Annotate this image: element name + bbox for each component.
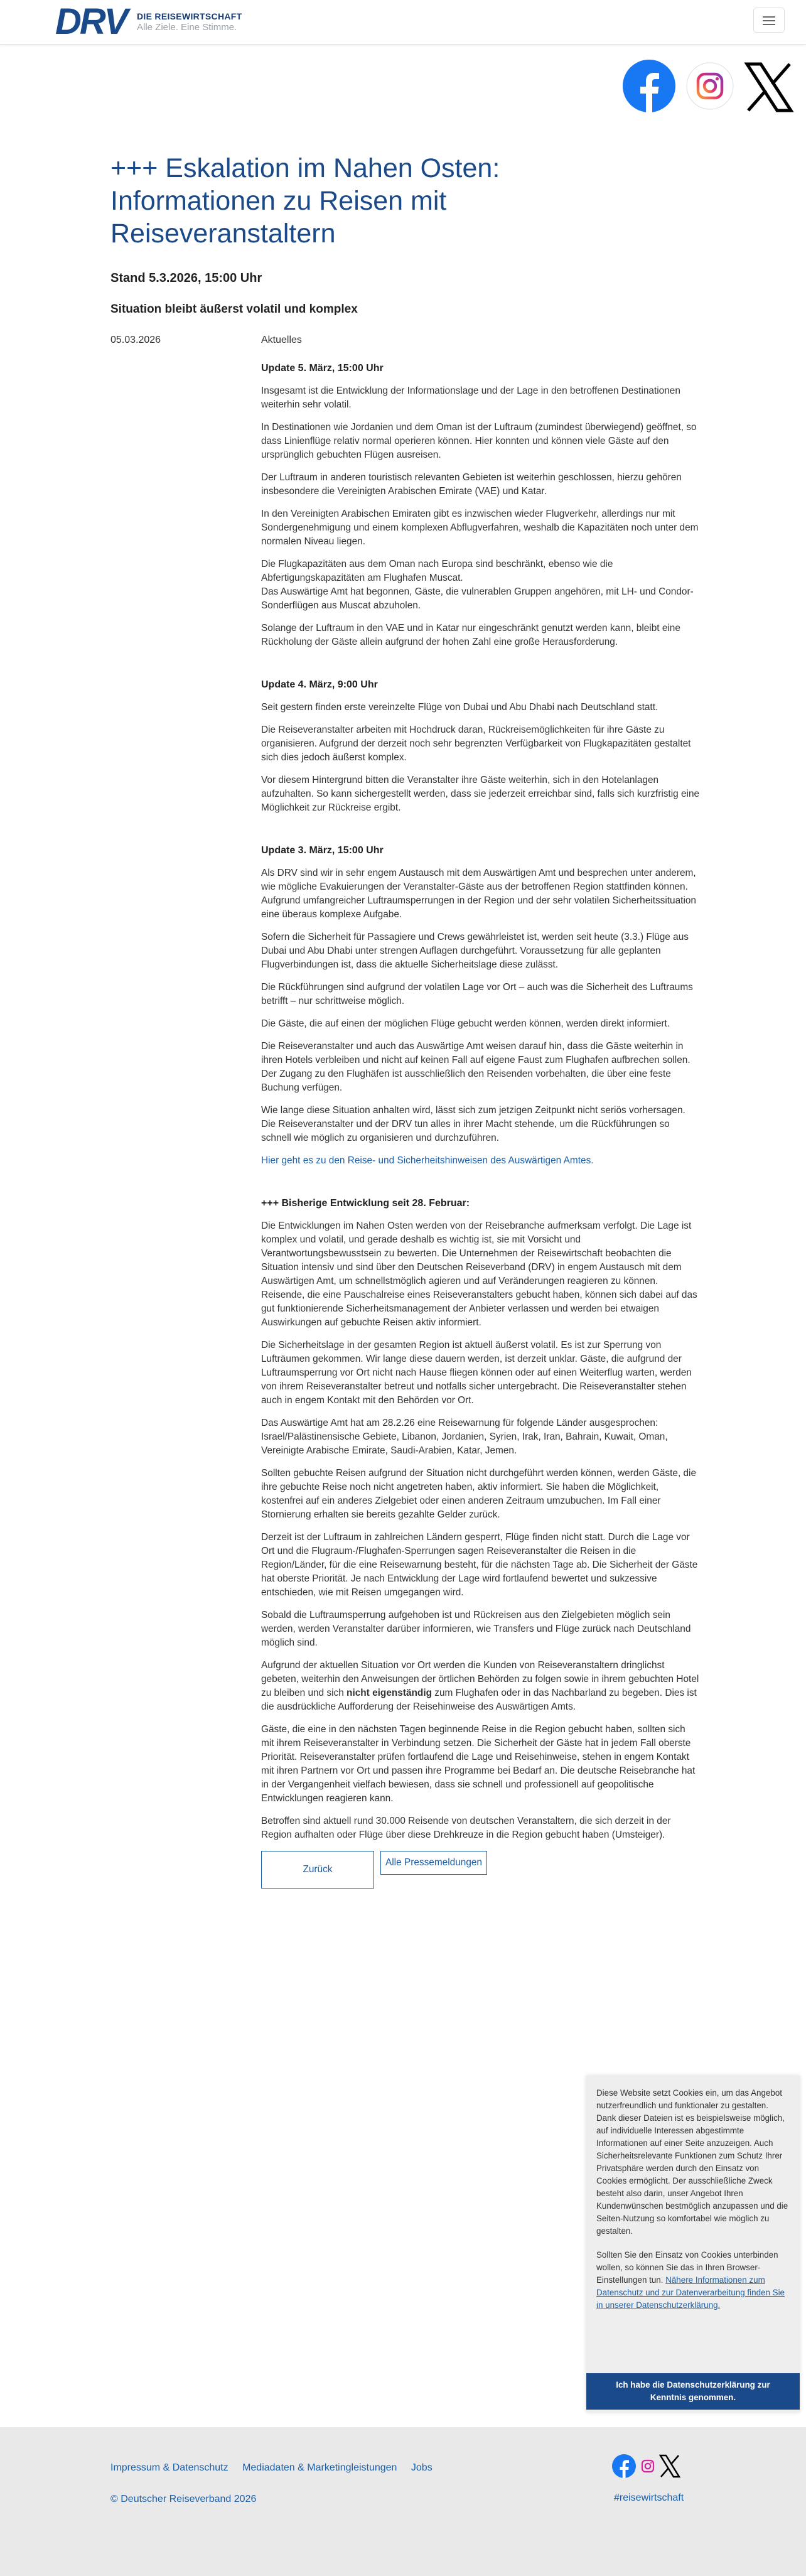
back-button[interactable]: Zurück [261, 1851, 374, 1889]
paragraph-text: Aufgrund der aktuellen Situation vor Ort werden die Kunden von Reiseveranstaltern dringlichst gebeten, weiterhin den Anweisungen der örtlichen Behörden zu folgen sowie in ihrem gebuchten Hotel zu bleiben und sich [261, 1660, 699, 1698]
x-link[interactable] [743, 62, 795, 116]
article-body [261, 362, 701, 1889]
site-header [0, 0, 806, 45]
paragraph: Betroffen sind aktuell rund 30.000 Reisende von deutschen Veranstaltern, die sich derzeit in der Region aufhalten oder Flüge über diese Drehkreuze in die Region gebucht haben (Umsteiger). [261, 1816, 671, 1840]
paragraph: Derzeit ist der Luftraum in zahlreichen Ländern gesperrt, Flüge finden nicht statt. Durch die Lage vor Ort und die Flugraum-/Flughafen-Sperrungen sagen Reiseveranstalter die Reisen in die Region/Länder, für die eine Reisewarnung besteht, für die nächsten Tage ab. Die Sicherheit der Gäste hat oberste Priorität. Je nach Entwicklung der Lage wird fortlaufend bewertet und sukzessive entschieden, wie mit Reisen umgegangen wird. [261, 1532, 698, 1598]
category-label: Aktuelles [261, 335, 302, 345]
page-title: +++ Eskalation im Nahen Osten: Informationen zu Reisen mit Reiseveranstaltern [110, 153, 500, 249]
site-footer [0, 2427, 806, 2576]
paragraph: Die Reiseveranstalter und auch das Auswärtige Amt weisen darauf hin, dass die Gäste weiterhin in ihren Hotels verbleiben und nicht auf keinen Fall auf eigene Faust zum Flughafen aufbrechen sollen. Der Zugang zu den Flughäfen ist ausschließlich den Reisenden vorbehalten, die über eine feste Buchung verfügen. [261, 1041, 690, 1093]
all-press-releases-button[interactable]: Alle Pressemeldungen [380, 1851, 487, 1875]
paragraph: Insgesamt ist die Entwicklung der Informationslage und der Lage in den betroffenen Destinationen weiterhin sehr volatil. [261, 385, 680, 410]
article-subtitle: Situation bleibt äußerst volatil und komplex [110, 303, 358, 316]
section-heading: +++ Bisherige Entwicklung seit 28. Februar: [261, 1198, 470, 1209]
paragraph: Die Entwicklungen im Nahen Osten werden von der Reisebranche aufmerksam verfolgt. Die Lage ist komplex und volatil, und gerade deshalb es wichtig ist, sie mit Vorsicht und Verantwortungsbewusstsein zu bewerten. Die Unternehmen der Reisewirtschaft beobachten die Situation intensiv und sind über den Deutschen Reiseverband (DRV) in engem Austausch mit dem Auswärtigen Amt, um schnellstmöglich agieren und auf Veränderungen reagieren zu können. Reisende, die eine Pauschalreise eines Reiseveranstalters gebucht haben, können sich dabei auf das gut funktionierende Sicherheitsmanagement der Anbieter verlassen und werden bei etwaigen Auswirkungen auf gebuchte Reisen aktiv informiert. [261, 1221, 697, 1328]
instagram-link[interactable] [685, 62, 734, 114]
emphasis-text: nicht eigenständig [347, 1688, 433, 1698]
paragraph [261, 1659, 701, 1714]
paragraph: Das Auswärtige Amt hat am 28.2.26 eine Reisewarnung für folgende Länder ausgesprochen: Israel/Palästinensische Gebiete, Libanon, Jordanien, Syrien, Irak, Iran, Bahrain, Kuwait, Oman, Vereinigte Arabische Emirate, Saudi-Arabien, Katar, Jemen. [261, 1418, 668, 1456]
paragraph: Die Gäste, die auf einen der möglichen Flüge gebucht werden können, werden direkt informiert. [261, 1018, 670, 1029]
privacy-policy-link[interactable]: Nähere Informationen zum Datenschutz und zur Datenverarbeitung finden Sie in unserer Datenschutzerklärung. [596, 2275, 785, 2310]
logo-title: DIE REISEWIRTSCHAFT [137, 11, 242, 21]
cookie-text [586, 2076, 800, 2312]
paragraph: Wie lange diese Situation anhalten wird, lässt sich zum jetzigen Zeitpunkt nicht seriös vorhersagen. Die Reiseveranstalter und der DRV tun alles in ihrer Macht stehende, um die Rückführungen so schnell wie möglich zu organisieren und durchzuführen. [261, 1105, 685, 1143]
paragraph-text: zum Flughafen oder in das Nachbarland zu begeben. Dies ist die ausdrückliche Aufforderung der Reisehinweise des Auswärtigen Amts. [261, 1688, 697, 1712]
footer-link-mediadaten[interactable]: Mediadaten & Marketingleistungen [242, 2462, 397, 2473]
accept-cookies-button[interactable]: Ich habe die Datenschutzerklärung zur Kenntnis genommen. [586, 2373, 800, 2410]
section-heading: Update 3. März, 15:00 Uhr [261, 845, 384, 856]
paragraph: Die Sicherheitslage in der gesamten Region ist aktuell äußerst volatil. Es ist zur Sperrung von Lufträumen gekommen. Wir lange diese dauern werden, ist derzeit unklar. Gäste, die aufgrund der Luftraumsperrung vor Ort nicht nach Hause fliegen können oder auf einen Weiterflug warten, werden von ihrem Reiseveranstalter betreut und notfalls sicher untergebracht. Die Reiseveranstalter stehen auch in engem Kontakt mit den Behörden vor Ort. [261, 1340, 692, 1406]
instagram-icon [685, 62, 734, 110]
paragraph: Gäste, die eine in den nächsten Tagen beginnende Reise in die Region gebucht haben, sollten sich mit ihrem Reiseveranstalter in Verbindung setzen. Die Sicherheit der Gäste hat in jedem Fall oberste Priorität. Reiseveranstalter prüfen fortlaufend die Lage und Reisehinweise, stehen in engem Kontakt mit ihren Partnern vor Ort und passen ihre Programme bei Bedarf an. Die deutsche Reisebranche hat in der Vergangenheit vielfach bewiesen, dass sie schnell und professionell auf geopolitische Entwicklungen reagieren kann. [261, 1724, 696, 1804]
paragraph: Solange der Luftraum in den VAE und in Katar nur eingeschränkt genutzt werden kann, bleibt eine Rückholung der Gäste allein aufgrund der hohen Zahl eine große Herausforderung. [261, 623, 680, 647]
menu-button[interactable] [753, 8, 785, 33]
facebook-link[interactable] [623, 60, 675, 116]
button-row [261, 1851, 701, 1889]
cookie-paragraph: Diese Website setzt Cookies ein, um das Angebot nutzerfreundlich und funktionaler zu gestalten. Dank dieser Dateien ist es beispielsweise möglich, auf individuelle Interessen abgestimmte Informationen auf einer Seite anzuzeigen. Auch Sicherheitsrelevante Funktionen zum Schutz Ihrer Privatsphäre werden durch den Einsatz von Cookies ermöglicht. Der ausschließliche Zweck besteht also darin, unser Angebot Ihren Kundenwünschen bestmöglich anzupassen und die Seiten-Nutzung so komfortabel wie möglich zu gestalten. [596, 2088, 788, 2236]
logo-text [137, 11, 242, 34]
footer-links [110, 2462, 444, 2474]
footer-social [611, 2452, 687, 2483]
update-section [261, 678, 701, 815]
paragraph: Die Reiseveranstalter arbeiten mit Hochdruck daran, Rückreisemöglichkeiten für ihre Gäste zu organisieren. Aufgrund der derzeit noch sehr begrenzten Verfügbarkeit von Flugkapazitäten gestaltet sich dies jedoch äußerst komplex. [261, 725, 691, 763]
update-section [261, 844, 701, 1168]
footer-link-jobs[interactable]: Jobs [411, 2462, 433, 2473]
paragraph: Sofern die Sicherheit für Passagiere und Crews gewährleistet ist, werden seit heute (3.3.) Flüge aus Dubai und Abu Dhabi unter strengen Auflagen durchgeführt. Voraussetzung für alle geplanten Flugverbindungen ist, dass die aktuelle Sicherheitslage diese zulässt. [261, 932, 689, 970]
drv-logo-mark [55, 3, 132, 38]
stand-timestamp: Stand 5.3.2026, 15:00 Uhr [110, 271, 262, 285]
drv-logo[interactable] [55, 3, 132, 41]
paragraph: Die Rückführungen sind aufgrund der volatilen Lage vor Ort – auch was die Sicherheit des Luftraums betrifft – nur schrittweise möglich. [261, 982, 693, 1006]
history-section [261, 1197, 701, 1842]
paragraph: Sollten gebuchte Reisen aufgrund der Situation nicht durchgeführt werden können, werden Gäste, die ihre gebuchte Reise noch nicht angetreten haben, aktiv informiert. Sie haben die Möglichkeit, kostenfrei auf ein anderes Zielgebiet oder einen anderen Zeitraum umzubuchen. Im Fall einer Stornierung erhalten sie bereits gezahlte Gelder zurück. [261, 1468, 697, 1520]
instagram-icon[interactable] [642, 2460, 653, 2472]
footer-social-icons [611, 2452, 687, 2480]
paragraph [261, 1154, 701, 1168]
paragraph: Der Luftraum in anderen touristisch relevanten Gebieten ist weiterhin geschlossen, hierzu gehören insbesondere die Vereinigten Arabischen Emirate (VAE) und Katar. [261, 472, 682, 497]
cookie-paragraph [596, 2249, 790, 2312]
x-icon[interactable] [660, 2455, 679, 2477]
paragraph: Seit gestern finden erste vereinzelte Flüge von Dubai und Abu Dhabi nach Deutschland statt. [261, 702, 658, 713]
paragraph: Vor diesem Hintergrund bitten die Veranstalter ihre Gäste weiterhin, sich in den Hotelanlagen aufzuhalten. So kann sichergestellt werden, dass sie jederzeit erreichbar sind, falls sich kurzfristig eine Möglichkeit zur Rückreise ergibt. [261, 775, 700, 813]
footer-link-impressum[interactable]: Impressum & Datenschutz [110, 2462, 228, 2473]
cookie-banner [586, 2076, 800, 2412]
section-heading: Update 5. März, 15:00 Uhr [261, 363, 384, 374]
section-heading: Update 4. März, 9:00 Uhr [261, 679, 378, 690]
cookie-paragraph-text: Sollten Sie den Einsatz von Cookies unterbinden wollen, so können Sie das in Ihren Browser-Einstellungen tun. [596, 2250, 778, 2285]
update-section [261, 362, 701, 649]
paragraph: Als DRV sind wir in sehr engem Austausch mit dem Auswärtigen Amt und besprechen unter anderem, wie mögliche Evakuierungen der Veranstalter-Gäste aus der betroffenen Region stattfinden können. Aufgrund umfangreicher Luftraumsperrungen in der Region und der sehr volatilen Sicherheitssituation eine überaus komplexe Aufgabe. [261, 868, 696, 920]
facebook-icon[interactable] [612, 2454, 636, 2478]
paragraph: Die Flugkapazitäten aus dem Oman nach Europa sind beschränkt, ebenso wie die Abfertigungskapazitäten am Flughafen Muscat. Das Auswärtige Amt hat begonnen, Gäste, die vulnerablen Gruppen angehören, mit LH- und Condor-Sonderflügen aus Muscat abzuholen. [261, 559, 694, 611]
hashtag-link[interactable]: #reisewirtschaft [614, 2492, 684, 2503]
menu-icon-bar [763, 20, 775, 21]
menu-icon-bar [763, 24, 775, 25]
paragraph: In Destinationen wie Jordanien und dem Oman ist der Luftraum (zumindest überwiegend) geöffnet, so dass Linienflüge relativ normal operieren können. Hier konnten und können viele Gäste auf den ursprünglich gebuchten Flügen ausreisen. [261, 422, 697, 460]
auswaertiges-amt-link[interactable]: Hier geht es zu den Reise- und Sicherheitshinweisen des Auswärtigen Amtes. [261, 1155, 594, 1166]
drv-logo-letters: DRV [55, 3, 127, 38]
logo-tagline: Alle Ziele. Eine Stimme. [137, 22, 237, 33]
paragraph: Sobald die Luftraumsperrung aufgehoben ist und Rückreisen aus den Zielgebieten möglich sein werden, werden Veranstalter darüber informieren, wie Transfers und Flüge zurück nach Deutschland möglich sind. [261, 1610, 691, 1648]
paragraph: In den Vereinigten Arabischen Emiraten gibt es inzwischen wieder Flugverkehr, allerdings nur mit Sondergenehmigung und einem komplexen Abflugverfahren, weshalb die Kapazitäten noch unter dem normalen Niveau liegen. [261, 509, 699, 547]
publish-date: 05.03.2026 [110, 335, 161, 345]
menu-icon-bar [763, 16, 775, 18]
copyright: © Deutscher Reiseverband 2026 [110, 2494, 257, 2504]
facebook-icon [623, 60, 675, 112]
x-icon [743, 62, 795, 113]
